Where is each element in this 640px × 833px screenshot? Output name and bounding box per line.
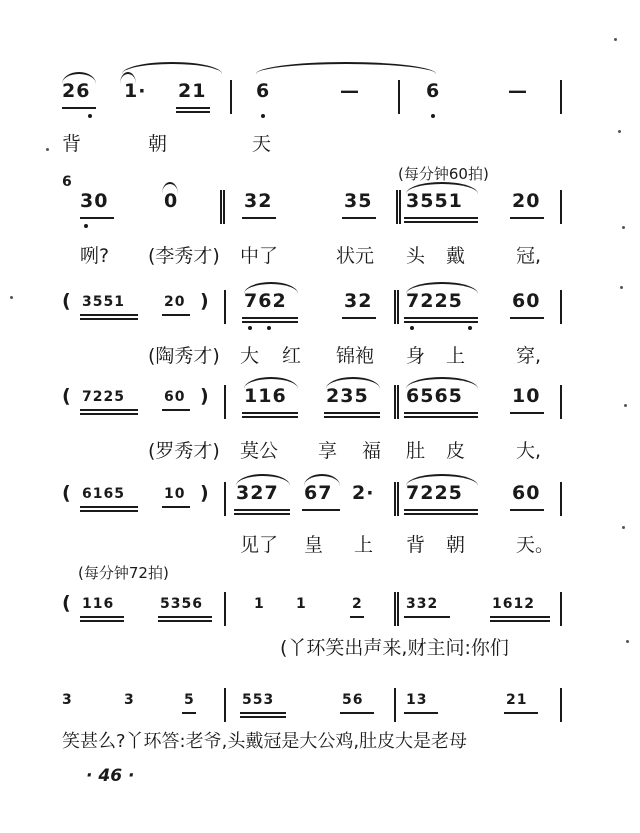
lyric: 大 xyxy=(240,345,260,367)
low-octave-dot xyxy=(267,326,271,330)
low-octave-dot xyxy=(248,326,252,330)
beam-line xyxy=(80,616,124,618)
note-group: 3 xyxy=(124,692,135,708)
beam-line xyxy=(242,321,298,323)
low-octave-dot xyxy=(84,224,88,228)
note-group: 3551 xyxy=(82,294,125,310)
stage-direction: (丫环笑出声来,财主问:你们 xyxy=(280,637,509,659)
note-group: 60 xyxy=(512,290,541,312)
note-group: 1 xyxy=(296,596,307,612)
beam-line xyxy=(242,217,276,219)
bar-line xyxy=(224,482,226,516)
note-group: 7225 xyxy=(82,389,125,405)
note-group: 20 xyxy=(164,294,186,310)
note-group: 1 xyxy=(254,596,265,612)
note-group: 67 xyxy=(304,482,333,504)
beam-line xyxy=(324,412,380,414)
lyric: 戴 xyxy=(446,245,466,267)
beam-line xyxy=(240,712,286,714)
beam-line xyxy=(510,217,544,219)
tempo-marking: (每分钟60拍) xyxy=(398,165,489,183)
lyric: 上 xyxy=(354,534,374,556)
double-bar-line xyxy=(396,190,401,224)
margin-speck xyxy=(622,226,625,229)
lyric: 身 xyxy=(406,345,426,367)
beam-line xyxy=(242,317,298,319)
beam-line xyxy=(80,510,138,512)
beam-line xyxy=(404,217,478,219)
low-octave-dot xyxy=(88,114,92,118)
lyric: 冠, xyxy=(516,245,542,267)
note-group: 3 xyxy=(62,692,73,708)
double-bar-line xyxy=(394,592,399,626)
note-group: 235 xyxy=(326,385,369,407)
beam-line xyxy=(404,513,478,515)
beam-line xyxy=(504,712,538,714)
grace-note: 6 xyxy=(62,174,73,190)
beam-line xyxy=(80,314,138,316)
note-group: 1· xyxy=(124,80,147,102)
bar-line xyxy=(398,80,400,114)
note-group: 26 xyxy=(62,80,91,102)
lyric: 中了 xyxy=(240,245,279,267)
beam-line xyxy=(158,616,212,618)
note-group: 21 xyxy=(178,80,207,102)
beam-line xyxy=(162,409,190,411)
bar-line xyxy=(560,190,562,224)
lyric: 见了 xyxy=(240,534,279,556)
beam-line xyxy=(404,221,478,223)
low-octave-dot xyxy=(261,114,265,118)
bar-line xyxy=(560,482,562,516)
note-group: 30 xyxy=(80,190,109,212)
beam-line xyxy=(510,509,544,511)
lyric: 天。 xyxy=(516,534,555,556)
lyric: 咧? xyxy=(80,245,110,267)
note-group: 116 xyxy=(82,596,115,612)
note-group: 2 xyxy=(352,596,363,612)
beam-line xyxy=(162,314,190,316)
beam-line xyxy=(342,317,376,319)
margin-speck xyxy=(622,526,625,529)
bar-line xyxy=(224,688,226,722)
beam-line xyxy=(510,412,544,414)
note-group: 2· xyxy=(352,482,375,504)
lyric: 背 xyxy=(62,133,82,155)
beam-line xyxy=(342,217,376,219)
margin-speck xyxy=(614,38,617,41)
lyric: 皮 xyxy=(446,440,466,462)
beam-line xyxy=(242,412,298,414)
beam-line xyxy=(182,712,196,714)
margin-speck xyxy=(618,130,621,133)
bracket: ) xyxy=(200,290,210,312)
beam-line xyxy=(404,616,450,618)
note-group: 10 xyxy=(512,385,541,407)
role-label: (李秀才) xyxy=(148,245,220,267)
beam-line xyxy=(324,416,380,418)
margin-speck xyxy=(626,640,629,643)
beam-line xyxy=(340,712,374,714)
bar-line xyxy=(560,688,562,722)
lyric: 福 xyxy=(362,440,382,462)
bar-line xyxy=(224,592,226,626)
lyric: 红 xyxy=(282,345,302,367)
bar-line xyxy=(560,592,562,626)
note-group: 56 xyxy=(342,692,364,708)
beam-line xyxy=(80,217,114,219)
note-group: 6165 xyxy=(82,486,125,502)
lyric: 朝 xyxy=(148,133,168,155)
note-group: 332 xyxy=(406,596,439,612)
note-group: 5 xyxy=(184,692,195,708)
note-group: 21 xyxy=(506,692,528,708)
margin-speck xyxy=(624,404,627,407)
note-group: 6 xyxy=(426,80,441,102)
beam-line xyxy=(490,616,550,618)
beam-line xyxy=(176,107,210,109)
double-bar-line xyxy=(394,482,399,516)
beam-line xyxy=(80,620,124,622)
note-group: 60 xyxy=(512,482,541,504)
note-group: 60 xyxy=(164,389,186,405)
note-group: 762 xyxy=(244,290,287,312)
role-label: (陶秀才) xyxy=(148,345,220,367)
note-group: 1612 xyxy=(492,596,535,612)
note-group: 553 xyxy=(242,692,275,708)
beam-line xyxy=(404,321,478,323)
beam-line xyxy=(234,509,290,511)
beam-line xyxy=(80,506,138,508)
beam-line xyxy=(240,716,286,718)
beam-line xyxy=(158,620,212,622)
note-group: 32 xyxy=(344,290,373,312)
margin-speck xyxy=(10,296,13,299)
lyric: 锦袍 xyxy=(336,345,375,367)
double-bar-line xyxy=(220,190,225,224)
low-octave-dot xyxy=(431,114,435,118)
lyric: 大, xyxy=(516,440,542,462)
margin-speck xyxy=(620,286,623,289)
note-group: 0 xyxy=(164,190,179,212)
beam-line xyxy=(350,616,364,618)
note-group: 32 xyxy=(244,190,273,212)
beam-line xyxy=(162,506,190,508)
lyric: 肚 xyxy=(406,440,426,462)
double-bar-line xyxy=(394,385,399,419)
beam-line xyxy=(302,509,340,511)
beam-line xyxy=(404,509,478,511)
beam-line xyxy=(404,416,478,418)
bracket: ( xyxy=(62,592,72,614)
lyric: 上 xyxy=(446,345,466,367)
note-group: 6 xyxy=(256,80,271,102)
slur xyxy=(122,62,222,74)
note-group: 7225 xyxy=(406,482,463,504)
tempo-marking: (每分钟72拍) xyxy=(78,564,169,582)
beam-line xyxy=(404,412,478,414)
dash: — xyxy=(508,80,528,102)
lyric: 背 xyxy=(406,534,426,556)
bracket: ) xyxy=(200,385,210,407)
note-group: 7225 xyxy=(406,290,463,312)
margin-speck xyxy=(46,148,49,151)
bracket: ( xyxy=(62,290,72,312)
beam-line xyxy=(404,317,478,319)
lyric: 朝 xyxy=(446,534,466,556)
bar-line xyxy=(560,290,562,324)
note-group: 20 xyxy=(512,190,541,212)
note-group: 6565 xyxy=(406,385,463,407)
beam-line xyxy=(242,416,298,418)
stage-direction: 笑甚么?丫环答:老爷,头戴冠是大公鸡,肚皮大是老母 xyxy=(62,731,468,752)
beam-line xyxy=(80,318,138,320)
bar-line xyxy=(230,80,232,114)
note-group: 5356 xyxy=(160,596,203,612)
bar-line xyxy=(394,688,396,722)
page-number: · 46 · xyxy=(86,766,135,786)
note-group: 327 xyxy=(236,482,279,504)
role-label: (罗秀才) xyxy=(148,440,220,462)
note-group: 116 xyxy=(244,385,287,407)
lyric: 莫公 xyxy=(240,440,279,462)
tie xyxy=(256,62,436,74)
bar-line xyxy=(560,385,562,419)
bracket: ) xyxy=(200,482,210,504)
note-group: 35 xyxy=(344,190,373,212)
note-group: 10 xyxy=(164,486,186,502)
beam-line xyxy=(490,620,550,622)
lyric: 享 xyxy=(318,440,338,462)
beam-line xyxy=(404,712,438,714)
beam-line xyxy=(80,413,138,415)
note-group: 13 xyxy=(406,692,428,708)
lyric: 天 xyxy=(252,133,272,155)
beam-line xyxy=(234,513,290,515)
lyric: 穿, xyxy=(516,345,542,367)
beam-line xyxy=(62,107,96,109)
bar-line xyxy=(224,385,226,419)
lyric: 状元 xyxy=(336,245,375,267)
bracket: ( xyxy=(62,482,72,504)
bar-line xyxy=(560,80,562,114)
bar-line xyxy=(224,290,226,324)
bracket: ( xyxy=(62,385,72,407)
double-bar-line xyxy=(394,290,399,324)
low-octave-dot xyxy=(468,326,472,330)
note-group: 3551 xyxy=(406,190,463,212)
lyric: 头 xyxy=(406,245,426,267)
beam-line xyxy=(176,111,210,113)
low-octave-dot xyxy=(410,326,414,330)
beam-line xyxy=(80,409,138,411)
dash: — xyxy=(340,80,360,102)
lyric: 皇 xyxy=(304,534,324,556)
beam-line xyxy=(510,317,544,319)
